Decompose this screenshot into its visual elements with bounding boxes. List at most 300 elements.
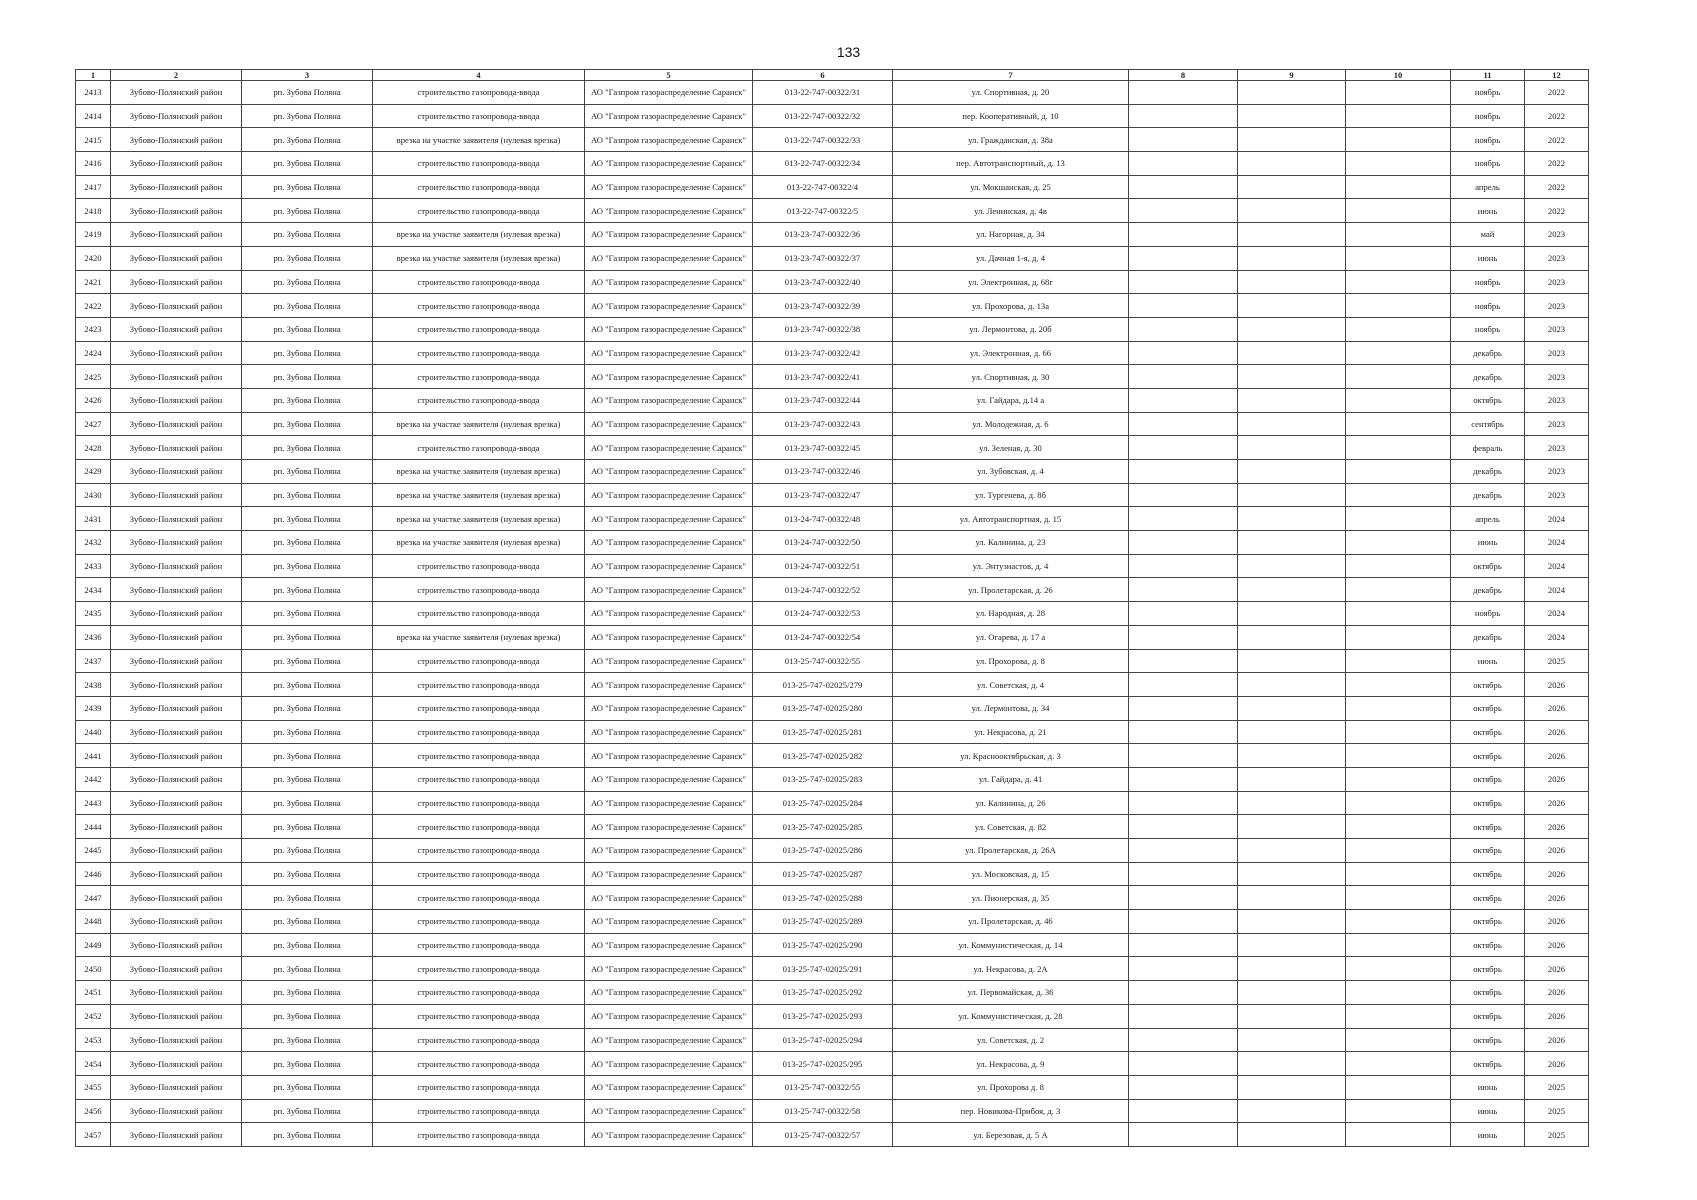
month-cell: октябрь (1451, 839, 1525, 863)
organization-cell: АО "Газпром газораспределение Саранск" (585, 673, 753, 697)
settlement-cell: рп. Зубова Поляна (242, 317, 373, 341)
settlement-cell: рп. Зубова Поляна (242, 744, 373, 768)
organization-cell: АО "Газпром газораспределение Саранск" (585, 341, 753, 365)
column-10-cell (1346, 223, 1451, 247)
work-type-cell: врезка на участке заявителя (нулевая врезка) (373, 128, 585, 152)
column-9-cell (1238, 81, 1346, 105)
table-row (76, 104, 1589, 128)
work-type-cell: врезка на участке заявителя (нулевая врезка) (373, 531, 585, 555)
organization-cell: АО "Газпром газораспределение Саранск" (585, 1028, 753, 1052)
column-header: 8 (1129, 70, 1238, 81)
column-9-cell (1238, 602, 1346, 626)
column-9-cell (1238, 104, 1346, 128)
district-cell: Зубово-Полянский район (111, 81, 242, 105)
settlement-cell: рп. Зубова Поляна (242, 294, 373, 318)
row-number-cell: 2417 (76, 175, 111, 199)
column-9-cell (1238, 720, 1346, 744)
row-number-cell: 2448 (76, 910, 111, 934)
address-cell: ул. Нагорная, д. 34 (893, 223, 1129, 247)
address-cell: ул. Советская, д. 2 (893, 1028, 1129, 1052)
work-type-cell: строительство газопровода-ввода (373, 1075, 585, 1099)
table-row (76, 862, 1589, 886)
year-cell: 2023 (1525, 460, 1589, 484)
column-8-cell (1129, 554, 1238, 578)
year-cell: 2023 (1525, 388, 1589, 412)
address-cell: ул. Пролетарская, д. 26 (893, 578, 1129, 602)
column-9-cell (1238, 460, 1346, 484)
column-10-cell (1346, 128, 1451, 152)
work-type-cell: строительство газопровода-ввода (373, 957, 585, 981)
district-cell: Зубово-Полянский район (111, 910, 242, 934)
table-row (76, 507, 1589, 531)
year-cell: 2026 (1525, 673, 1589, 697)
organization-cell: АО "Газпром газораспределение Саранск" (585, 625, 753, 649)
page-number: 133 (836, 44, 861, 60)
column-10-cell (1346, 365, 1451, 389)
contract-number-cell: 013-25-747-00322/55 (753, 1075, 893, 1099)
year-cell: 2022 (1525, 128, 1589, 152)
contract-number-cell: 013-23-747-00322/41 (753, 365, 893, 389)
row-number-cell: 2414 (76, 104, 111, 128)
contract-number-cell: 013-25-747-02025/282 (753, 744, 893, 768)
year-cell: 2026 (1525, 862, 1589, 886)
registry-table (75, 69, 1589, 1147)
address-cell: ул. Ленинская, д. 4в (893, 199, 1129, 223)
year-cell: 2023 (1525, 341, 1589, 365)
district-cell: Зубово-Полянский район (111, 862, 242, 886)
address-cell: ул. Энтузиастов, д. 4 (893, 554, 1129, 578)
address-cell: ул. Гайдара, д. 41 (893, 767, 1129, 791)
row-number-cell: 2452 (76, 1004, 111, 1028)
year-cell: 2022 (1525, 152, 1589, 176)
organization-cell: АО "Газпром газораспределение Саранск" (585, 791, 753, 815)
work-type-cell: строительство газопровода-ввода (373, 578, 585, 602)
year-cell: 2026 (1525, 1004, 1589, 1028)
settlement-cell: рп. Зубова Поляна (242, 436, 373, 460)
contract-number-cell: 013-25-747-02025/281 (753, 720, 893, 744)
district-cell: Зубово-Полянский район (111, 460, 242, 484)
year-cell: 2026 (1525, 767, 1589, 791)
address-cell: ул. Советская, д. 4 (893, 673, 1129, 697)
work-type-cell: строительство газопровода-ввода (373, 104, 585, 128)
month-cell: октябрь (1451, 720, 1525, 744)
district-cell: Зубово-Полянский район (111, 531, 242, 555)
row-number-cell: 2413 (76, 81, 111, 105)
column-header: 9 (1238, 70, 1346, 81)
year-cell: 2023 (1525, 365, 1589, 389)
column-10-cell (1346, 1052, 1451, 1076)
table-row (76, 388, 1589, 412)
row-number-cell: 2420 (76, 246, 111, 270)
column-8-cell (1129, 104, 1238, 128)
year-cell: 2026 (1525, 791, 1589, 815)
year-cell: 2023 (1525, 246, 1589, 270)
settlement-cell: рп. Зубова Поляна (242, 1052, 373, 1076)
column-9-cell (1238, 957, 1346, 981)
month-cell: декабрь (1451, 341, 1525, 365)
district-cell: Зубово-Полянский район (111, 696, 242, 720)
column-8-cell (1129, 199, 1238, 223)
settlement-cell: рп. Зубова Поляна (242, 1075, 373, 1099)
work-type-cell: врезка на участке заявителя (нулевая врезка) (373, 412, 585, 436)
column-10-cell (1346, 507, 1451, 531)
month-cell: октябрь (1451, 1052, 1525, 1076)
organization-cell: АО "Газпром газораспределение Саранск" (585, 199, 753, 223)
month-cell: ноябрь (1451, 294, 1525, 318)
table-row (76, 791, 1589, 815)
district-cell: Зубово-Полянский район (111, 104, 242, 128)
column-9-cell (1238, 886, 1346, 910)
address-cell: ул. Дачная 1-я, д. 4 (893, 246, 1129, 270)
row-number-cell: 2438 (76, 673, 111, 697)
work-type-cell: строительство газопровода-ввода (373, 81, 585, 105)
column-10-cell (1346, 673, 1451, 697)
contract-number-cell: 013-24-747-00322/53 (753, 602, 893, 626)
month-cell: октябрь (1451, 767, 1525, 791)
district-cell: Зубово-Полянский район (111, 720, 242, 744)
month-cell: июнь (1451, 1099, 1525, 1123)
contract-number-cell: 013-22-747-00322/33 (753, 128, 893, 152)
column-10-cell (1346, 696, 1451, 720)
address-cell: ул. Лермонтова, д. 20б (893, 317, 1129, 341)
column-8-cell (1129, 886, 1238, 910)
year-cell: 2022 (1525, 175, 1589, 199)
month-cell: октябрь (1451, 815, 1525, 839)
month-cell: октябрь (1451, 886, 1525, 910)
organization-cell: АО "Газпром газораспределение Саранск" (585, 720, 753, 744)
district-cell: Зубово-Полянский район (111, 1075, 242, 1099)
organization-cell: АО "Газпром газораспределение Саранск" (585, 767, 753, 791)
column-9-cell (1238, 436, 1346, 460)
month-cell: ноябрь (1451, 104, 1525, 128)
organization-cell: АО "Газпром газораспределение Саранск" (585, 246, 753, 270)
row-number-cell: 2436 (76, 625, 111, 649)
column-10-cell (1346, 531, 1451, 555)
month-cell: декабрь (1451, 365, 1525, 389)
address-cell: ул. Краснооктябрьская, д. 3 (893, 744, 1129, 768)
table-row (76, 696, 1589, 720)
district-cell: Зубово-Полянский район (111, 1004, 242, 1028)
row-number-cell: 2422 (76, 294, 111, 318)
table-row (76, 294, 1589, 318)
column-10-cell (1346, 815, 1451, 839)
settlement-cell: рп. Зубова Поляна (242, 720, 373, 744)
column-9-cell (1238, 317, 1346, 341)
settlement-cell: рп. Зубова Поляна (242, 673, 373, 697)
column-9-cell (1238, 1052, 1346, 1076)
district-cell: Зубово-Полянский район (111, 957, 242, 981)
month-cell: май (1451, 223, 1525, 247)
column-8-cell (1129, 1052, 1238, 1076)
row-number-cell: 2451 (76, 981, 111, 1005)
column-8-cell (1129, 81, 1238, 105)
contract-number-cell: 013-25-747-02025/288 (753, 886, 893, 910)
column-9-cell (1238, 839, 1346, 863)
organization-cell: АО "Газпром газораспределение Саранск" (585, 270, 753, 294)
column-8-cell (1129, 175, 1238, 199)
column-8-cell (1129, 1028, 1238, 1052)
organization-cell: АО "Газпром газораспределение Саранск" (585, 578, 753, 602)
row-number-cell: 2450 (76, 957, 111, 981)
month-cell: октябрь (1451, 791, 1525, 815)
column-8-cell (1129, 223, 1238, 247)
table-row (76, 152, 1589, 176)
settlement-cell: рп. Зубова Поляна (242, 483, 373, 507)
district-cell: Зубово-Полянский район (111, 199, 242, 223)
column-8-cell (1129, 625, 1238, 649)
contract-number-cell: 013-23-747-00322/47 (753, 483, 893, 507)
settlement-cell: рп. Зубова Поляна (242, 839, 373, 863)
row-number-cell: 2454 (76, 1052, 111, 1076)
month-cell: июнь (1451, 1075, 1525, 1099)
month-cell: февраль (1451, 436, 1525, 460)
work-type-cell: строительство газопровода-ввода (373, 436, 585, 460)
column-9-cell (1238, 673, 1346, 697)
year-cell: 2026 (1525, 886, 1589, 910)
organization-cell: АО "Газпром газораспределение Саранск" (585, 1123, 753, 1147)
district-cell: Зубово-Полянский район (111, 1099, 242, 1123)
table-row (76, 886, 1589, 910)
table-row (76, 223, 1589, 247)
month-cell: ноябрь (1451, 602, 1525, 626)
header-row (76, 70, 1589, 81)
organization-cell: АО "Газпром газораспределение Саранск" (585, 815, 753, 839)
work-type-cell: строительство газопровода-ввода (373, 317, 585, 341)
column-8-cell (1129, 128, 1238, 152)
table-row (76, 839, 1589, 863)
district-cell: Зубово-Полянский район (111, 436, 242, 460)
column-8-cell (1129, 152, 1238, 176)
row-number-cell: 2439 (76, 696, 111, 720)
month-cell: июнь (1451, 649, 1525, 673)
year-cell: 2025 (1525, 1075, 1589, 1099)
column-8-cell (1129, 1099, 1238, 1123)
work-type-cell: строительство газопровода-ввода (373, 649, 585, 673)
address-cell: ул. Некрасова, д. 9 (893, 1052, 1129, 1076)
column-10-cell (1346, 957, 1451, 981)
column-9-cell (1238, 625, 1346, 649)
column-10-cell (1346, 388, 1451, 412)
address-cell: ул. Березовая, д. 5 А (893, 1123, 1129, 1147)
district-cell: Зубово-Полянский район (111, 933, 242, 957)
row-number-cell: 2449 (76, 933, 111, 957)
table-row (76, 981, 1589, 1005)
table-row (76, 246, 1589, 270)
row-number-cell: 2457 (76, 1123, 111, 1147)
address-cell: ул. Пионерская, д. 35 (893, 886, 1129, 910)
table-header (76, 70, 1589, 81)
contract-number-cell: 013-23-747-00322/36 (753, 223, 893, 247)
table-row (76, 460, 1589, 484)
contract-number-cell: 013-24-747-00322/48 (753, 507, 893, 531)
work-type-cell: врезка на участке заявителя (нулевая врезка) (373, 246, 585, 270)
address-cell: пер. Кооперативный, д. 10 (893, 104, 1129, 128)
column-10-cell (1346, 294, 1451, 318)
row-number-cell: 2443 (76, 791, 111, 815)
column-10-cell (1346, 839, 1451, 863)
year-cell: 2022 (1525, 81, 1589, 105)
settlement-cell: рп. Зубова Поляна (242, 957, 373, 981)
district-cell: Зубово-Полянский район (111, 152, 242, 176)
row-number-cell: 2426 (76, 388, 111, 412)
column-9-cell (1238, 981, 1346, 1005)
year-cell: 2024 (1525, 554, 1589, 578)
contract-number-cell: 013-25-747-02025/292 (753, 981, 893, 1005)
column-8-cell (1129, 696, 1238, 720)
table-row (76, 436, 1589, 460)
settlement-cell: рп. Зубова Поляна (242, 625, 373, 649)
contract-number-cell: 013-24-747-00322/52 (753, 578, 893, 602)
column-8-cell (1129, 365, 1238, 389)
table-row (76, 649, 1589, 673)
organization-cell: АО "Газпром газораспределение Саранск" (585, 128, 753, 152)
month-cell: октябрь (1451, 910, 1525, 934)
column-9-cell (1238, 554, 1346, 578)
row-number-cell: 2441 (76, 744, 111, 768)
column-9-cell (1238, 531, 1346, 555)
address-cell: ул. Пролетарская, д. 26А (893, 839, 1129, 863)
row-number-cell: 2456 (76, 1099, 111, 1123)
address-cell: ул. Мокшанская, д. 25 (893, 175, 1129, 199)
work-type-cell: строительство газопровода-ввода (373, 270, 585, 294)
column-10-cell (1346, 436, 1451, 460)
settlement-cell: рп. Зубова Поляна (242, 933, 373, 957)
column-header: 2 (111, 70, 242, 81)
column-8-cell (1129, 862, 1238, 886)
work-type-cell: строительство газопровода-ввода (373, 933, 585, 957)
organization-cell: АО "Газпром газораспределение Саранск" (585, 81, 753, 105)
column-10-cell (1346, 1004, 1451, 1028)
column-8-cell (1129, 483, 1238, 507)
row-number-cell: 2445 (76, 839, 111, 863)
settlement-cell: рп. Зубова Поляна (242, 104, 373, 128)
year-cell: 2026 (1525, 1052, 1589, 1076)
year-cell: 2026 (1525, 744, 1589, 768)
table-row (76, 602, 1589, 626)
address-cell: ул. Спортивная, д. 30 (893, 365, 1129, 389)
column-10-cell (1346, 602, 1451, 626)
organization-cell: АО "Газпром газораспределение Саранск" (585, 507, 753, 531)
row-number-cell: 2453 (76, 1028, 111, 1052)
row-number-cell: 2447 (76, 886, 111, 910)
month-cell: декабрь (1451, 483, 1525, 507)
address-cell: ул. Зубовская, д. 4 (893, 460, 1129, 484)
work-type-cell: строительство газопровода-ввода (373, 862, 585, 886)
settlement-cell: рп. Зубова Поляна (242, 270, 373, 294)
work-type-cell: строительство газопровода-ввода (373, 981, 585, 1005)
month-cell: сентябрь (1451, 412, 1525, 436)
row-number-cell: 2433 (76, 554, 111, 578)
row-number-cell: 2427 (76, 412, 111, 436)
year-cell: 2026 (1525, 815, 1589, 839)
organization-cell: АО "Газпром газораспределение Саранск" (585, 910, 753, 934)
month-cell: октябрь (1451, 554, 1525, 578)
column-10-cell (1346, 649, 1451, 673)
organization-cell: АО "Газпром газораспределение Саранск" (585, 957, 753, 981)
work-type-cell: строительство газопровода-ввода (373, 720, 585, 744)
column-10-cell (1346, 81, 1451, 105)
contract-number-cell: 013-25-747-02025/280 (753, 696, 893, 720)
work-type-cell: строительство газопровода-ввода (373, 152, 585, 176)
column-10-cell (1346, 625, 1451, 649)
work-type-cell: строительство газопровода-ввода (373, 1123, 585, 1147)
work-type-cell: врезка на участке заявителя (нулевая врезка) (373, 483, 585, 507)
month-cell: ноябрь (1451, 152, 1525, 176)
table-row (76, 1075, 1589, 1099)
contract-number-cell: 013-25-747-02025/285 (753, 815, 893, 839)
table-row (76, 720, 1589, 744)
organization-cell: АО "Газпром газораспределение Саранск" (585, 223, 753, 247)
organization-cell: АО "Газпром газораспределение Саранск" (585, 1052, 753, 1076)
table-row (76, 910, 1589, 934)
month-cell: октябрь (1451, 744, 1525, 768)
address-cell: ул. Гражданская, д. 38а (893, 128, 1129, 152)
settlement-cell: рп. Зубова Поляна (242, 412, 373, 436)
address-cell: ул. Калинина, д. 26 (893, 791, 1129, 815)
settlement-cell: рп. Зубова Поляна (242, 1099, 373, 1123)
contract-number-cell: 013-22-747-00322/4 (753, 175, 893, 199)
organization-cell: АО "Газпром газораспределение Саранск" (585, 104, 753, 128)
work-type-cell: строительство газопровода-ввода (373, 341, 585, 365)
work-type-cell: строительство газопровода-ввода (373, 554, 585, 578)
table-row (76, 412, 1589, 436)
organization-cell: АО "Газпром газораспределение Саранск" (585, 294, 753, 318)
column-8-cell (1129, 531, 1238, 555)
column-8-cell (1129, 957, 1238, 981)
column-10-cell (1346, 578, 1451, 602)
row-number-cell: 2424 (76, 341, 111, 365)
table-row (76, 1099, 1589, 1123)
column-10-cell (1346, 460, 1451, 484)
address-cell: пер. Автотранспортный, д. 13 (893, 152, 1129, 176)
month-cell: ноябрь (1451, 317, 1525, 341)
district-cell: Зубово-Полянский район (111, 341, 242, 365)
row-number-cell: 2428 (76, 436, 111, 460)
column-9-cell (1238, 412, 1346, 436)
column-10-cell (1346, 886, 1451, 910)
work-type-cell: строительство газопровода-ввода (373, 175, 585, 199)
work-type-cell: строительство газопровода-ввода (373, 839, 585, 863)
settlement-cell: рп. Зубова Поляна (242, 1028, 373, 1052)
row-number-cell: 2440 (76, 720, 111, 744)
year-cell: 2024 (1525, 602, 1589, 626)
column-8-cell (1129, 673, 1238, 697)
column-8-cell (1129, 507, 1238, 531)
contract-number-cell: 013-22-747-00322/34 (753, 152, 893, 176)
district-cell: Зубово-Полянский район (111, 1052, 242, 1076)
row-number-cell: 2431 (76, 507, 111, 531)
district-cell: Зубово-Полянский район (111, 815, 242, 839)
year-cell: 2024 (1525, 625, 1589, 649)
column-header: 1 (76, 70, 111, 81)
settlement-cell: рп. Зубова Поляна (242, 81, 373, 105)
district-cell: Зубово-Полянский район (111, 507, 242, 531)
organization-cell: АО "Газпром газораспределение Саранск" (585, 531, 753, 555)
organization-cell: АО "Газпром газораспределение Саранск" (585, 388, 753, 412)
row-number-cell: 2416 (76, 152, 111, 176)
column-9-cell (1238, 270, 1346, 294)
table-row (76, 767, 1589, 791)
settlement-cell: рп. Зубова Поляна (242, 862, 373, 886)
table-row (76, 128, 1589, 152)
district-cell: Зубово-Полянский район (111, 317, 242, 341)
column-9-cell (1238, 199, 1346, 223)
column-9-cell (1238, 815, 1346, 839)
settlement-cell: рп. Зубова Поляна (242, 578, 373, 602)
column-9-cell (1238, 388, 1346, 412)
settlement-cell: рп. Зубова Поляна (242, 981, 373, 1005)
organization-cell: АО "Газпром газораспределение Саранск" (585, 839, 753, 863)
